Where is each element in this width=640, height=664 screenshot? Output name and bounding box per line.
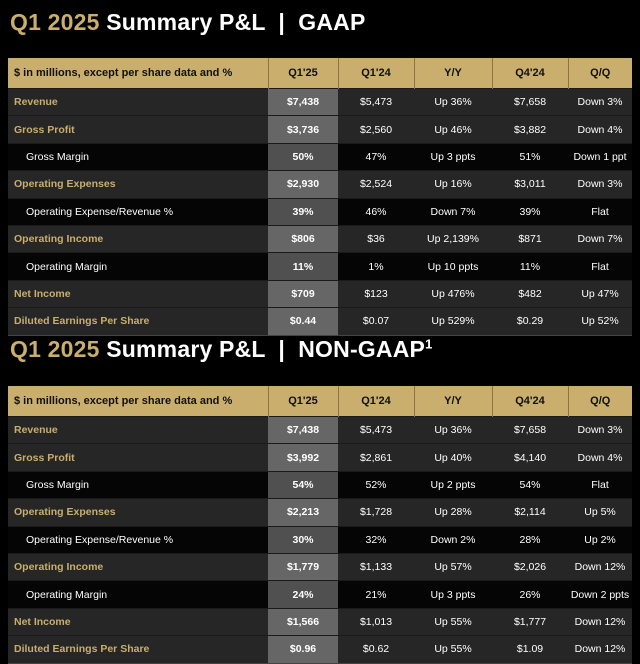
cell-q4-24: $3,882 <box>492 116 568 143</box>
row-label: Gross Margin <box>8 471 268 498</box>
cell-q4-24: 28% <box>492 526 568 553</box>
gaap-title-quarter: Q1 2025 <box>10 9 100 35</box>
cell-q1-25: $1,566 <box>268 608 338 635</box>
nongaap-table <box>8 386 632 664</box>
cell-q4-24: $871 <box>492 225 568 252</box>
row-label: Revenue <box>8 417 268 444</box>
row-label: Diluted Earnings Per Share <box>8 308 268 335</box>
row-label: Operating Expense/Revenue % <box>8 198 268 225</box>
cell-yy: Up 16% <box>414 171 492 198</box>
column-header-q1-24: Q1'24 <box>338 386 414 417</box>
table-row <box>8 553 632 580</box>
gaap-title-text: Summary P&L | GAAP <box>106 9 366 35</box>
table-row <box>8 280 632 307</box>
cell-q1-25: $0.44 <box>268 308 338 335</box>
cell-qq: Down 4% <box>568 444 632 471</box>
cell-q4-24: $4,140 <box>492 444 568 471</box>
cell-qq: Up 47% <box>568 280 632 307</box>
cell-q1-24: $1,013 <box>338 608 414 635</box>
cell-q1-24: $2,861 <box>338 444 414 471</box>
cell-yy: Up 55% <box>414 608 492 635</box>
row-label: Operating Expenses <box>8 499 268 526</box>
gaap-title <box>10 9 365 36</box>
cell-q1-25: 50% <box>268 143 338 170</box>
cell-q1-24: $5,473 <box>338 89 414 116</box>
column-header-metric: $ in millions, except per share data and % <box>8 58 268 89</box>
table-row <box>8 143 632 170</box>
cell-q1-25: 54% <box>268 471 338 498</box>
cell-yy: Down 2% <box>414 526 492 553</box>
cell-qq: Down 12% <box>568 608 632 635</box>
cell-q4-24: $3,011 <box>492 171 568 198</box>
cell-qq: Down 4% <box>568 116 632 143</box>
cell-qq: Up 2% <box>568 526 632 553</box>
cell-q1-24: 46% <box>338 198 414 225</box>
cell-q1-24: $123 <box>338 280 414 307</box>
column-header-q1-24: Q1'24 <box>338 58 414 89</box>
table-row <box>8 116 632 143</box>
table-row <box>8 471 632 498</box>
cell-q1-25: $7,438 <box>268 89 338 116</box>
table-row <box>8 171 632 198</box>
column-header-q4-24: Q4'24 <box>492 58 568 89</box>
cell-q4-24: $7,658 <box>492 417 568 444</box>
nongaap-title-quarter: Q1 2025 <box>10 336 100 362</box>
cell-q4-24: $482 <box>492 280 568 307</box>
cell-q1-25: $2,930 <box>268 171 338 198</box>
cell-q1-24: $5,473 <box>338 417 414 444</box>
row-label: Operating Margin <box>8 253 268 280</box>
cell-yy: Up 2,139% <box>414 225 492 252</box>
cell-yy: Up 529% <box>414 308 492 335</box>
row-label: Revenue <box>8 89 268 116</box>
row-label: Operating Income <box>8 553 268 580</box>
column-header-metric: $ in millions, except per share data and % <box>8 386 268 417</box>
cell-yy: Up 3 ppts <box>414 143 492 170</box>
cell-q1-24: $36 <box>338 225 414 252</box>
table-row <box>8 89 632 116</box>
row-label: Operating Income <box>8 225 268 252</box>
cell-q4-24: 51% <box>492 143 568 170</box>
cell-qq: Flat <box>568 471 632 498</box>
table-row <box>8 198 632 225</box>
table-row <box>8 444 632 471</box>
cell-yy: Up 57% <box>414 553 492 580</box>
row-label: Gross Profit <box>8 444 268 471</box>
row-label: Net Income <box>8 608 268 635</box>
cell-q1-25: 11% <box>268 253 338 280</box>
nongaap-title-text: Summary P&L | NON-GAAP <box>106 336 426 362</box>
cell-q1-24: 21% <box>338 581 414 608</box>
cell-qq: Down 3% <box>568 417 632 444</box>
cell-q4-24: 11% <box>492 253 568 280</box>
cell-q1-24: $1,728 <box>338 499 414 526</box>
cell-q4-24: 26% <box>492 581 568 608</box>
cell-yy: Up 55% <box>414 636 492 663</box>
cell-q1-25: $3,992 <box>268 444 338 471</box>
table-row <box>8 308 632 335</box>
cell-yy: Up 36% <box>414 89 492 116</box>
cell-q1-25: 39% <box>268 198 338 225</box>
table-header-row <box>8 58 632 89</box>
row-label: Gross Profit <box>8 116 268 143</box>
row-label: Net Income <box>8 280 268 307</box>
column-header-qq: Q/Q <box>568 386 632 417</box>
row-label: Operating Margin <box>8 581 268 608</box>
cell-yy: Down 7% <box>414 198 492 225</box>
cell-q1-25: 30% <box>268 526 338 553</box>
column-header-qq: Q/Q <box>568 58 632 89</box>
nongaap-title <box>10 336 433 363</box>
cell-yy: Up 2 ppts <box>414 471 492 498</box>
cell-yy: Up 10 ppts <box>414 253 492 280</box>
cell-q4-24: $2,114 <box>492 499 568 526</box>
cell-qq: Flat <box>568 253 632 280</box>
cell-qq: Up 52% <box>568 308 632 335</box>
cell-q1-25: $709 <box>268 280 338 307</box>
cell-qq: Up 5% <box>568 499 632 526</box>
footnote-marker: 1 <box>425 336 433 352</box>
cell-q4-24: $7,658 <box>492 89 568 116</box>
cell-qq: Flat <box>568 198 632 225</box>
table-row <box>8 417 632 444</box>
gaap-table <box>8 58 632 336</box>
column-header-yy: Y/Y <box>414 58 492 89</box>
cell-yy: Up 476% <box>414 280 492 307</box>
table-row <box>8 526 632 553</box>
cell-yy: Up 46% <box>414 116 492 143</box>
table-row <box>8 636 632 663</box>
cell-q1-25: $2,213 <box>268 499 338 526</box>
cell-q1-24: 1% <box>338 253 414 280</box>
cell-q4-24: $0.29 <box>492 308 568 335</box>
cell-qq: Down 2 ppts <box>568 581 632 608</box>
table-row <box>8 225 632 252</box>
cell-qq: Down 12% <box>568 636 632 663</box>
cell-q1-24: 47% <box>338 143 414 170</box>
cell-q1-25: $3,736 <box>268 116 338 143</box>
cell-q4-24: $1,777 <box>492 608 568 635</box>
cell-q1-24: 32% <box>338 526 414 553</box>
cell-q1-24: $1,133 <box>338 553 414 580</box>
cell-qq: Down 3% <box>568 171 632 198</box>
table-row <box>8 581 632 608</box>
column-header-yy: Y/Y <box>414 386 492 417</box>
cell-qq: Down 3% <box>568 89 632 116</box>
table-row <box>8 499 632 526</box>
cell-yy: Up 40% <box>414 444 492 471</box>
cell-q1-25: $7,438 <box>268 417 338 444</box>
cell-q1-25: 24% <box>268 581 338 608</box>
row-label: Operating Expenses <box>8 171 268 198</box>
cell-yy: Up 36% <box>414 417 492 444</box>
cell-q4-24: $1.09 <box>492 636 568 663</box>
cell-qq: Down 7% <box>568 225 632 252</box>
row-label: Diluted Earnings Per Share <box>8 636 268 663</box>
cell-q4-24: 54% <box>492 471 568 498</box>
cell-qq: Down 1 ppt <box>568 143 632 170</box>
table-row <box>8 253 632 280</box>
cell-q4-24: 39% <box>492 198 568 225</box>
table-header-row <box>8 386 632 417</box>
row-label: Operating Expense/Revenue % <box>8 526 268 553</box>
cell-qq: Down 12% <box>568 553 632 580</box>
cell-yy: Up 28% <box>414 499 492 526</box>
cell-q1-25: $0.96 <box>268 636 338 663</box>
cell-q1-25: $1,779 <box>268 553 338 580</box>
column-header-q1-25: Q1'25 <box>268 386 338 417</box>
cell-q1-24: 52% <box>338 471 414 498</box>
cell-q4-24: $2,026 <box>492 553 568 580</box>
row-label: Gross Margin <box>8 143 268 170</box>
table-row <box>8 608 632 635</box>
cell-q1-24: $0.62 <box>338 636 414 663</box>
cell-q1-24: $2,524 <box>338 171 414 198</box>
cell-yy: Up 3 ppts <box>414 581 492 608</box>
cell-q1-24: $0.07 <box>338 308 414 335</box>
column-header-q4-24: Q4'24 <box>492 386 568 417</box>
column-header-q1-25: Q1'25 <box>268 58 338 89</box>
cell-q1-24: $2,560 <box>338 116 414 143</box>
cell-q1-25: $806 <box>268 225 338 252</box>
